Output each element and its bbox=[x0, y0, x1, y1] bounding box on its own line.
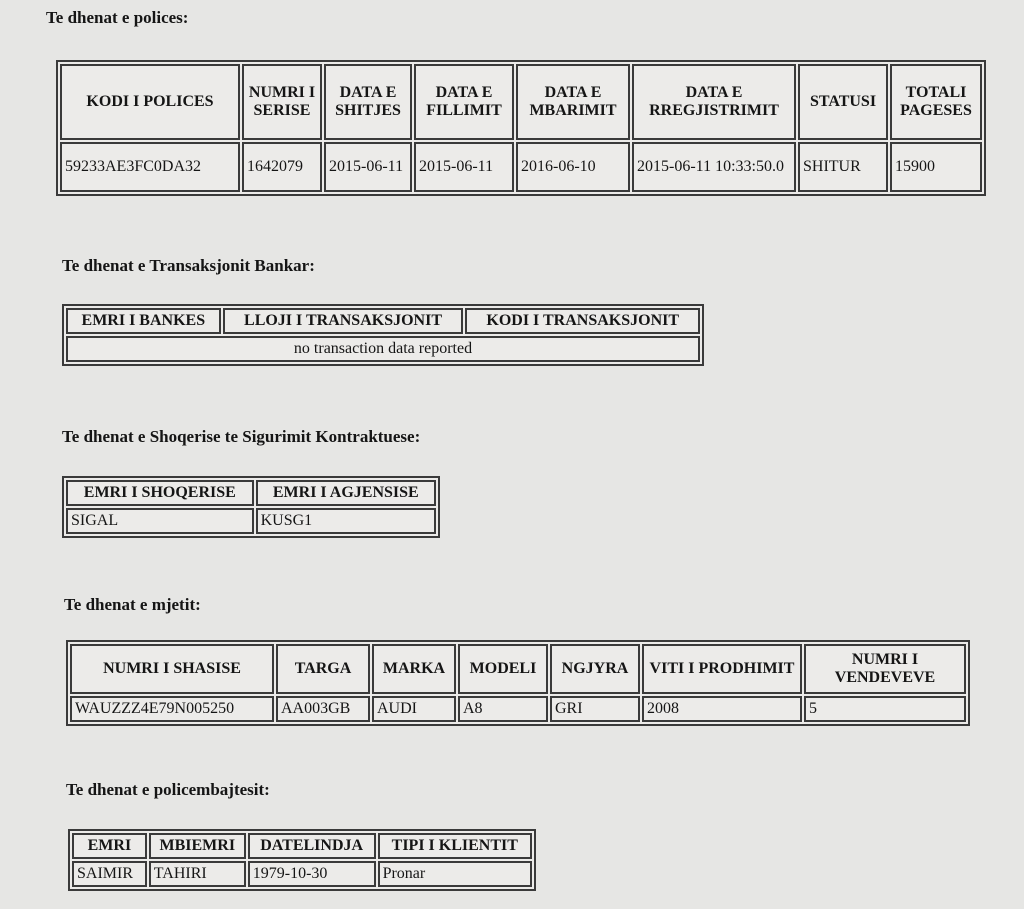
table-header-row bbox=[66, 480, 436, 506]
table-row bbox=[66, 508, 436, 534]
column-header: DATA E MBARIMIT bbox=[516, 64, 630, 140]
column-header: MBIEMRI bbox=[149, 833, 246, 859]
table-cell: 15900 bbox=[890, 142, 982, 192]
policy-heading: Te dhenat e polices: bbox=[46, 8, 189, 27]
column-header: DATA E SHITJES bbox=[324, 64, 412, 140]
holder-heading: Te dhenat e policembajtesit: bbox=[66, 780, 270, 799]
table-cell: KUSG1 bbox=[256, 508, 436, 534]
column-header: NUMRI I VENDEVEVE bbox=[804, 644, 966, 694]
table-cell: 1979-10-30 bbox=[248, 861, 376, 887]
table-cell: 2015-06-11 10:33:50.0 bbox=[632, 142, 796, 192]
column-header: VITI I PRODHIMIT bbox=[642, 644, 802, 694]
transaction-table bbox=[62, 304, 704, 366]
table-header-row bbox=[66, 308, 700, 334]
holder-table bbox=[68, 829, 536, 891]
column-header: KODI I TRANSAKSJONIT bbox=[465, 308, 700, 334]
table-cell: AUDI bbox=[372, 696, 456, 722]
column-header: EMRI I BANKES bbox=[66, 308, 221, 334]
column-header: DATA E RREGJISTRIMIT bbox=[632, 64, 796, 140]
company-table bbox=[62, 476, 440, 538]
company-heading: Te dhenat e Shoqerise te Sigurimit Kontraktuese: bbox=[62, 427, 421, 446]
column-header: KODI I POLICES bbox=[60, 64, 240, 140]
empty-message: no transaction data reported bbox=[66, 336, 700, 362]
table-cell: 2015-06-11 bbox=[414, 142, 514, 192]
vehicle-heading: Te dhenat e mjetit: bbox=[64, 595, 201, 614]
table-cell: WAUZZZ4E79N005250 bbox=[70, 696, 274, 722]
column-header: NUMRI I SHASISE bbox=[70, 644, 274, 694]
transaction-heading: Te dhenat e Transaksjonit Bankar: bbox=[62, 256, 315, 275]
table-cell: GRI bbox=[550, 696, 640, 722]
table-row bbox=[60, 142, 982, 192]
table-cell: SIGAL bbox=[66, 508, 254, 534]
table-header-row bbox=[60, 64, 982, 140]
column-header: NUMRI I SERISE bbox=[242, 64, 322, 140]
table-cell: 2015-06-11 bbox=[324, 142, 412, 192]
column-header: TARGA bbox=[276, 644, 370, 694]
table-cell: Pronar bbox=[378, 861, 532, 887]
table-row bbox=[72, 861, 532, 887]
column-header: LLOJI I TRANSAKSJONIT bbox=[223, 308, 464, 334]
column-header: EMRI I SHOQERISE bbox=[66, 480, 254, 506]
column-header: MODELI bbox=[458, 644, 548, 694]
column-header: EMRI bbox=[72, 833, 147, 859]
table-cell: 5 bbox=[804, 696, 966, 722]
table-row bbox=[66, 336, 700, 362]
table-cell: 1642079 bbox=[242, 142, 322, 192]
column-header: DATELINDJA bbox=[248, 833, 376, 859]
column-header: MARKA bbox=[372, 644, 456, 694]
table-cell: 2008 bbox=[642, 696, 802, 722]
table-cell: 59233AE3FC0DA32 bbox=[60, 142, 240, 192]
column-header: STATUSI bbox=[798, 64, 888, 140]
table-cell: SHITUR bbox=[798, 142, 888, 192]
table-row bbox=[70, 696, 966, 722]
table-header-row bbox=[70, 644, 966, 694]
table-cell: TAHIRI bbox=[149, 861, 246, 887]
table-header-row bbox=[72, 833, 532, 859]
table-cell: AA003GB bbox=[276, 696, 370, 722]
table-cell: A8 bbox=[458, 696, 548, 722]
column-header: TOTALI PAGESES bbox=[890, 64, 982, 140]
policy-table bbox=[56, 60, 986, 196]
column-header: EMRI I AGJENSISE bbox=[256, 480, 436, 506]
column-header: NGJYRA bbox=[550, 644, 640, 694]
column-header: DATA E FILLIMIT bbox=[414, 64, 514, 140]
vehicle-table bbox=[66, 640, 970, 726]
table-cell: SAIMIR bbox=[72, 861, 147, 887]
table-cell: 2016-06-10 bbox=[516, 142, 630, 192]
column-header: TIPI I KLIENTIT bbox=[378, 833, 532, 859]
